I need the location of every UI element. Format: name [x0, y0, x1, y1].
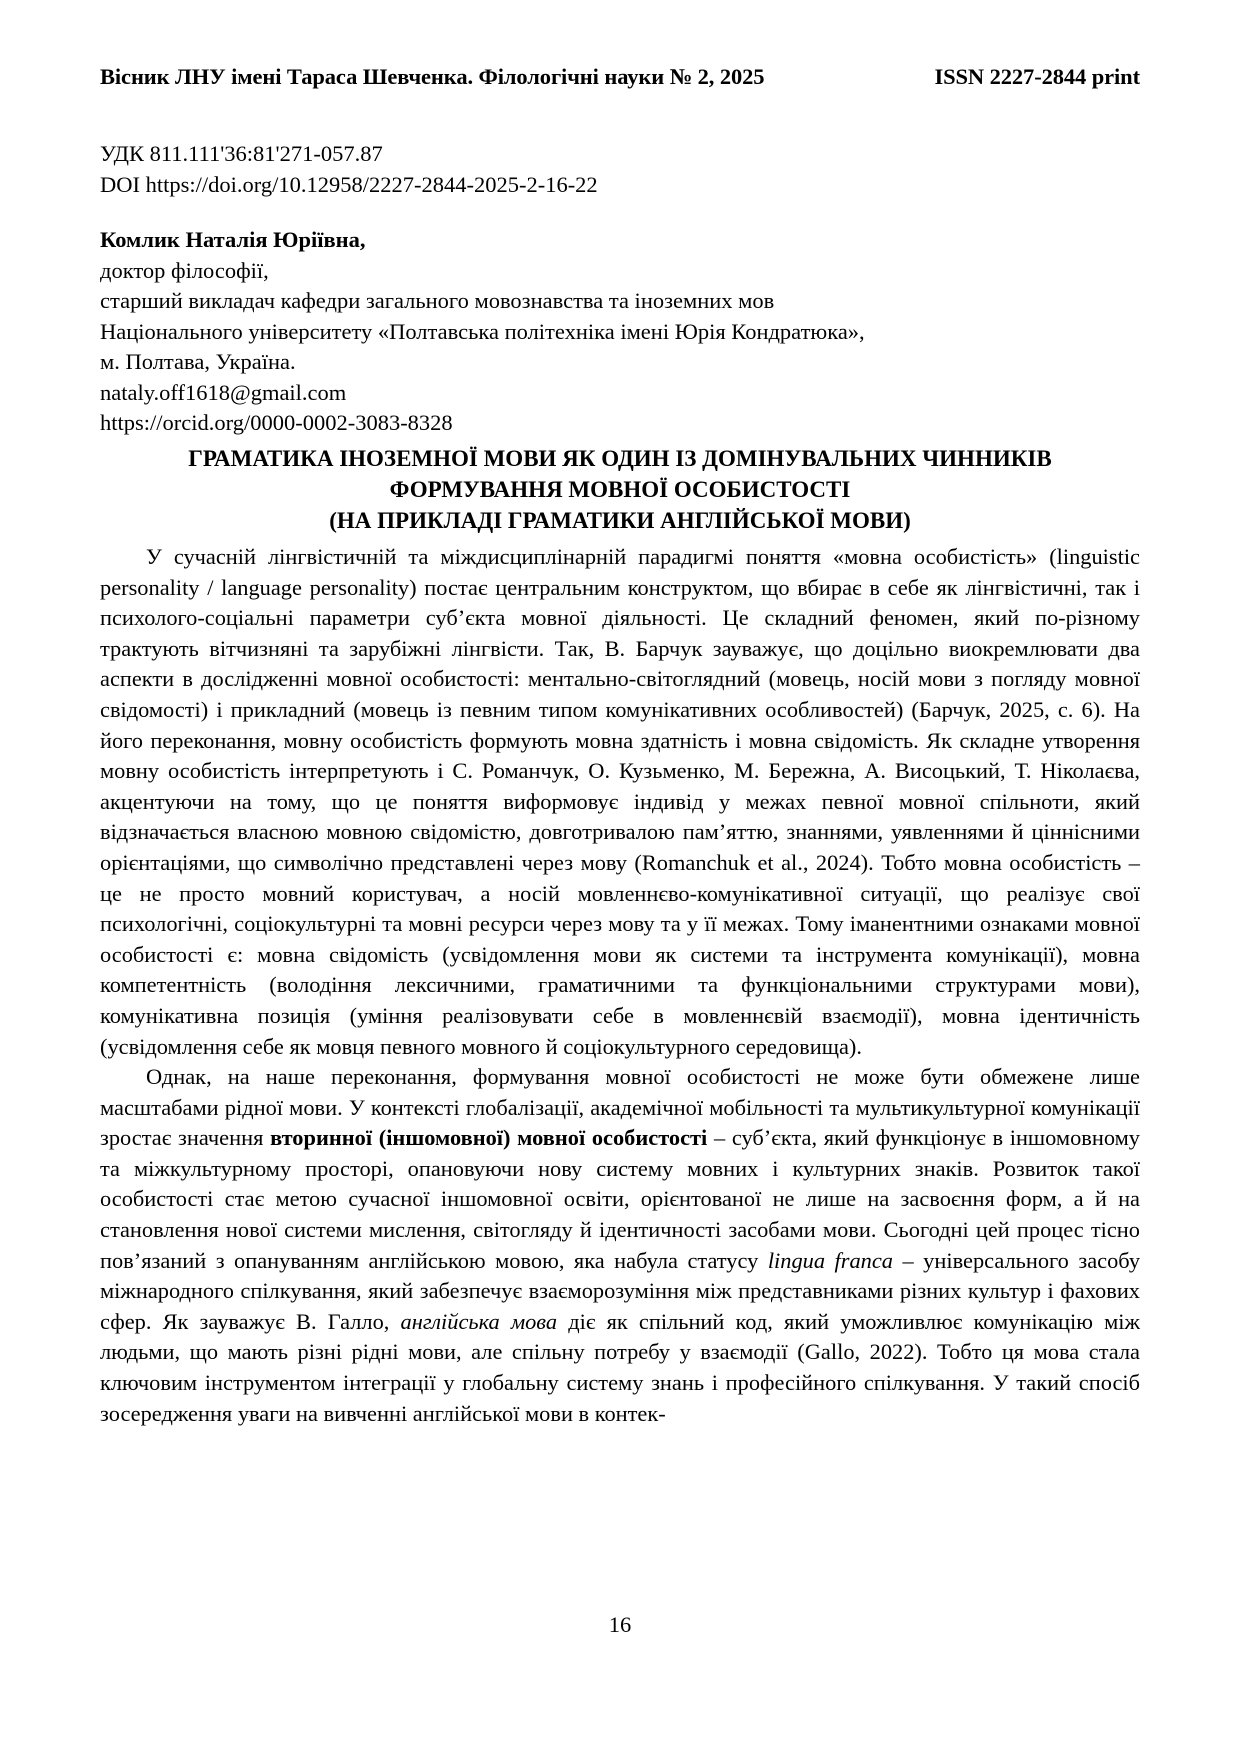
body-paragraph-1: [100, 542, 1140, 1062]
article-body: [100, 542, 1140, 1429]
running-header: [100, 64, 1140, 90]
paragraph-2-emphasis-secondary-personality: вторинної (іншомовної) мовної особистості: [270, 1125, 708, 1151]
journal-title: Вісник ЛНУ імені Тараса Шевченка. Філологічні науки № 2, 2025: [100, 64, 765, 89]
title-line-2: ФОРМУВАННЯ МОВНОЇ ОСОБИСТОСТІ: [389, 477, 851, 502]
paragraph-2-text-a: Однак, на наше переконання, формування мовної особистості не може бути обмежене лише масштабами рідної мови. У контексті глобалізації, академічної мобільності та мультикультурної комунікації зростає значення: [100, 1064, 1140, 1151]
author-degree: доктор філософії,: [100, 257, 269, 283]
author-affiliation: Національного університету «Полтавська політехніка імені Юрія Кондратюка»,: [100, 318, 865, 344]
article-identifiers: [100, 139, 1140, 200]
doi-line[interactable]: DOI https://doi.org/10.12958/2227-2844-2025-2-16-22: [100, 171, 598, 197]
paragraph-2-italic-english-language: англійська мова: [400, 1308, 558, 1334]
page-number: 16: [608, 1612, 632, 1637]
title-line-3: (НА ПРИКЛАДІ ГРАМАТИКИ АНГЛІЙСЬКОЇ МОВИ): [329, 508, 911, 533]
author-orcid[interactable]: https://orcid.org/0000-0002-3083-8328: [100, 410, 453, 435]
issn-label: ISSN 2227-2844 print: [934, 64, 1140, 89]
author-city: м. Полтава, Україна.: [100, 349, 296, 374]
author-email[interactable]: nataly.off1618@gmail.com: [100, 379, 347, 405]
author-position: старший викладач кафедри загального мовознавства та іноземних мов: [100, 288, 775, 313]
paragraph-2-italic-lingua-franca: lingua franca: [767, 1247, 893, 1273]
author-block: [100, 225, 1140, 439]
page-title: [100, 443, 1140, 536]
udc-line: УДК 811.111'36:81'271-057.87: [100, 141, 383, 166]
paragraph-2-text-c: – універсального засобу міжнародного спілкування, який забезпечує взаєморозуміння між представниками різних культур і фахових сфер. Як зауважує В. Галло,: [100, 1247, 1141, 1334]
title-line-1: ГРАМАТИКА ІНОЗЕМНОЇ МОВИ ЯК ОДИН ІЗ ДОМІНУВАЛЬНИХ ЧИННИКІВ: [188, 446, 1052, 471]
paragraph-2-text-d: діє як спільний код, який уможливлює комунікацію між людьми, що мають різні рідні мови, але спільну потребу у взаємодії (Gallo, 2022). Тобто ця мова стала ключовим інструментом інтеграції у глобальну систему знань і професійного спілкування. У такий спосіб зосередження уваги на вивченні англійської мови в контек-: [100, 1308, 1140, 1426]
paragraph-1-text: У сучасній лінгвістичній та міждисциплінарній парадигмі поняття «мовна особистість» (linguistic personality / language personality) постає центральним конструктом, що вбирає в себе як лінгвістичні, так і психолого-соціальні параметри суб’єкта мовної діяльності. Це складний феномен, який по-різному трактують вітчизняні та зарубіжні лінгвісти. Так, В. Барчук зауважує, що доцільно виокремлювати два аспекти в дослідженні мовної особистості: ментально-світоглядний (мовець, носій мови з погляду мовної свідомості) і прикладний (мовець із певним типом комунікативних особливостей) (Барчук, 2025, с. 6). На його переконання, мовну особистість формують мовна здатність і мовна свідомість. Як складне утворення мовну особистість інтерпретують і С. Романчук, О. Кузьменко, М. Бережна, А. Висоцький, Т. Ніколаєва, акцентуючи на тому, що це поняття виформовує індивід у межах певної мовної спільноти, який відзначається власною мовною свідомістю, довготривалою пам’яттю, знаннями, уявленнями й ціннісними орієнтаціями, що символічно представлені через мову (Romanchuk et al., 2024). Тобто мовна особистість – це не просто мовний користувач, а носій мовленнєво-комунікативної ситуації, що реалізує свої психологічні, соціокультурні та мовні ресурси через мову та у її межах. Тому іманентними ознаками мовної особистості є: мовна свідомість (усвідомлення мови як системи та інструмента комунікації), мовна компетентність (володіння лексичними, граматичними та функціональними структурами мови), комунікативна позиція (уміння реалізовувати себе в мовленнєвій взаємодії), мовна ідентичність (усвідомлення себе як мовця певного мовного й соціокультурного середовища).: [100, 544, 1140, 1059]
paragraph-2-text-b: – суб’єкта, який функціонує в іншомовному та міжкультурному просторі, опановуючи нову систему мовних і культурних знаків. Розвиток такої особистості стає метою сучасної іншомовної освіти, орієнтованої не лише на засвоєння форм, а й на становлення нової системи мислення, світогляду й ідентичності засобами мови. Сьогодні цей процес тісно пов’язаний з опануванням англійською мовою, яка набула статусу: [100, 1125, 1140, 1273]
author-name: Комлик Наталія Юріївна,: [100, 227, 366, 252]
body-paragraph-2: [100, 1062, 1140, 1429]
